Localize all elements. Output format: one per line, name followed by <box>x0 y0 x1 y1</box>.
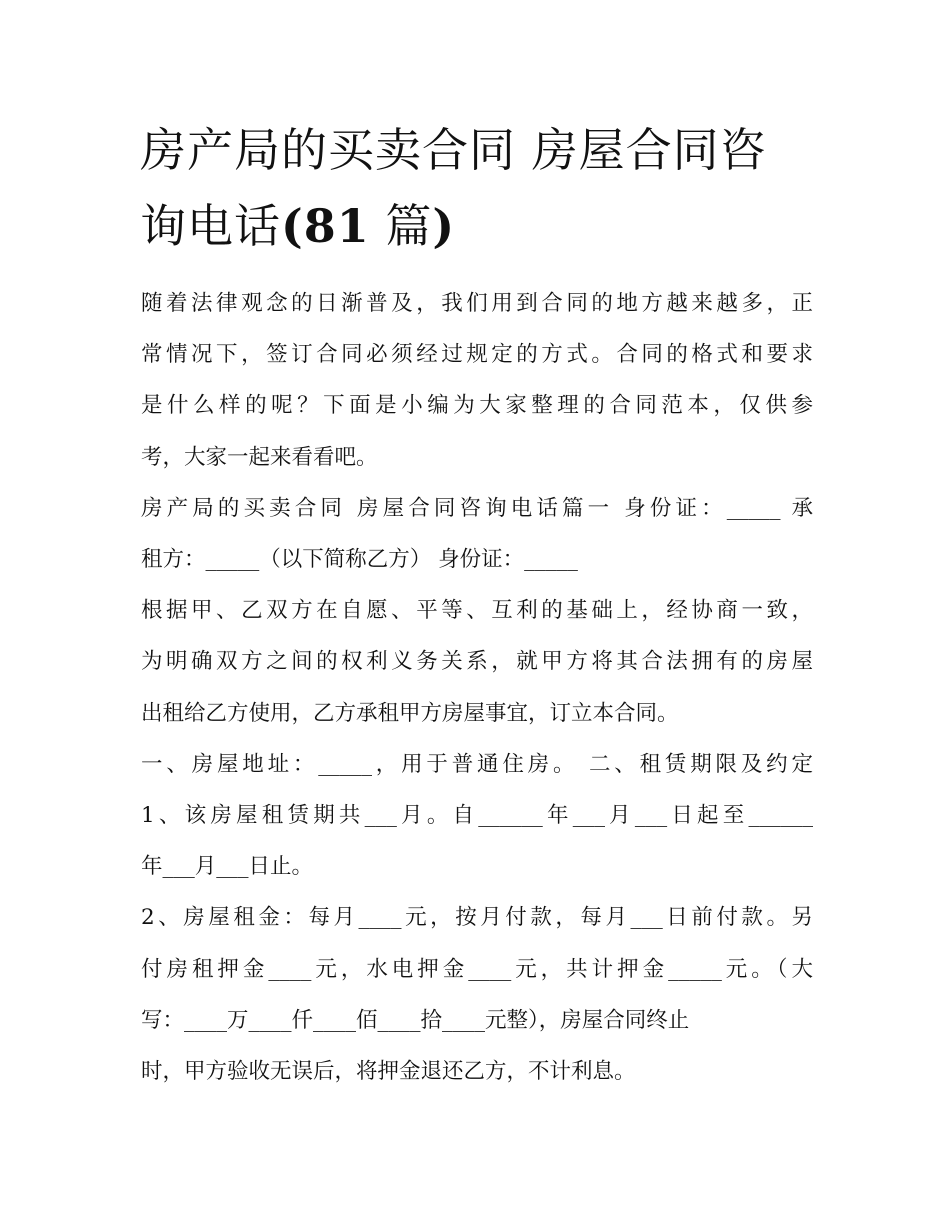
contract-header-paragraph <box>141 483 813 585</box>
text-line: 随着法律观念的日渐普及，我们用到合同的地方越来越多，正 <box>141 291 813 316</box>
text-line: 房产局的买卖合同 房屋合同咨询电话篇一 身份证：_____ 承 <box>141 495 813 521</box>
document-body <box>141 278 813 1097</box>
text-line: 是什么样的呢？下面是小编为大家整理的合同范本，仅供参 <box>141 393 813 419</box>
title-line-2-prefix: 询电话 <box>140 199 281 253</box>
text-line: 1、该房屋租赁期共___月。自______年___月___日起至______ <box>141 803 813 829</box>
text-line: 2、房屋租金：每月____元，按月付款，每月___日前付款。另 <box>141 905 813 931</box>
text-line: 根据甲、乙双方在自愿、平等、互利的基础上，经协商一致， <box>141 598 813 624</box>
title-line-2-close: ) <box>432 199 456 253</box>
title-line-2-suffix: 篇 <box>385 199 433 253</box>
text-line: 考，大家一起来看看吧。 <box>141 444 378 470</box>
title-line-2 <box>140 188 820 264</box>
text-line: 常情况下，签订合同必须经过规定的方式。合同的格式和要求 <box>141 342 813 368</box>
clause-address-paragraph <box>141 739 813 790</box>
clause-rent-paragraph <box>141 892 813 1097</box>
text-line: 年___月___日止。 <box>141 854 314 880</box>
intro-paragraph <box>141 278 813 483</box>
text-line: 写：____万____仟____佰____拾____元整），房屋合同终止 <box>141 1007 690 1033</box>
title-line-2-count: (81 <box>281 199 370 253</box>
clause-term-paragraph <box>141 790 813 892</box>
text-line: 付房租押金____元，水电押金____元，共计押金_____元。（大 <box>141 956 813 982</box>
text-line: 出租给乙方使用，乙方承租甲方房屋事宜，订立本合同。 <box>141 700 679 726</box>
title-line-1: 房产局的买卖合同 房屋合同咨 <box>140 123 767 177</box>
text-line: 时，甲方验收无误后，将押金退还乙方，不计利息。 <box>141 1059 636 1085</box>
text-line: 为明确双方之间的权利义务关系，就甲方将其合法拥有的房屋 <box>141 649 813 675</box>
document-title <box>140 112 820 264</box>
text-line: 租方：_____（以下简称乙方） 身份证：_____ <box>141 547 578 573</box>
text-line: 一、房屋地址：_____，用于普通住房。 二、租赁期限及约定 <box>141 751 813 777</box>
agreement-basis-paragraph <box>141 585 813 739</box>
